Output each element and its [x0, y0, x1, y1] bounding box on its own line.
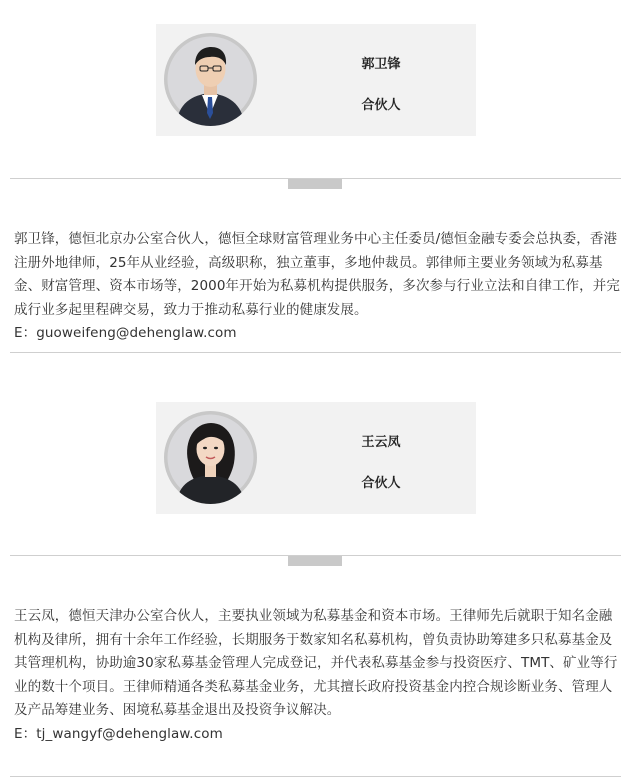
email-row: [14, 322, 622, 346]
profile-bio-guo: [14, 228, 622, 346]
profile-card-wang: [156, 402, 476, 514]
email-label: E：: [14, 325, 37, 341]
section-divider: [10, 776, 621, 777]
bio-text: 王云凤，德恒天津办公室合伙人，主要执业领域为私募基金和资本市场。王律师先后就职于知名金融机构及律所，拥有十余年工作经验，长期服务于数家知名私募机构，曾负责协助筹建多只私募基金及其管理机构，协助逾30家私募基金管理人完成登记，并代表私募基金参与投资医疗、TMT、矿业等行业的数十个项目。王律师精通各类私募基金业务，尤其擅长政府投资基金内控合规诊断业务、管理人及产品筹建业务、困境私募基金退出及投资争议解决。: [14, 608, 618, 718]
profile-card-guo: [156, 24, 476, 136]
profile-title: 合伙人: [361, 98, 401, 113]
profile-name: 郭卫锋: [361, 57, 401, 72]
divider-tab: [288, 179, 342, 189]
female-portrait-icon: [164, 411, 257, 504]
bio-text: 郭卫锋，德恒北京办公室合伙人，德恒全球财富管理业务中心主任委员/德恒金融专委会总执委，香港注册外地律师，25年从业经验，高级职称，独立董事，多地仲裁员。郭律师主要业务领域为私募基金、财富管理、资本市场等，2000年开始为私募机构提供服务，多次参与行业立法和自律工作，并完成行业多起里程碑交易，致力于推动私募行业的健康发展。: [14, 231, 620, 318]
email-label: E：: [14, 725, 37, 742]
email-link[interactable]: guoweifeng@dehenglaw.com: [36, 325, 237, 341]
divider-tab: [288, 556, 342, 566]
profile-name: 王云凤: [361, 435, 401, 450]
profile-bio-wang: [14, 605, 622, 746]
profile-title: 合伙人: [361, 476, 401, 491]
section-divider: [10, 352, 621, 353]
male-portrait-icon: [164, 33, 257, 126]
email-row: [14, 723, 622, 747]
email-link[interactable]: tj_wangyf@dehenglaw.com: [36, 725, 223, 742]
